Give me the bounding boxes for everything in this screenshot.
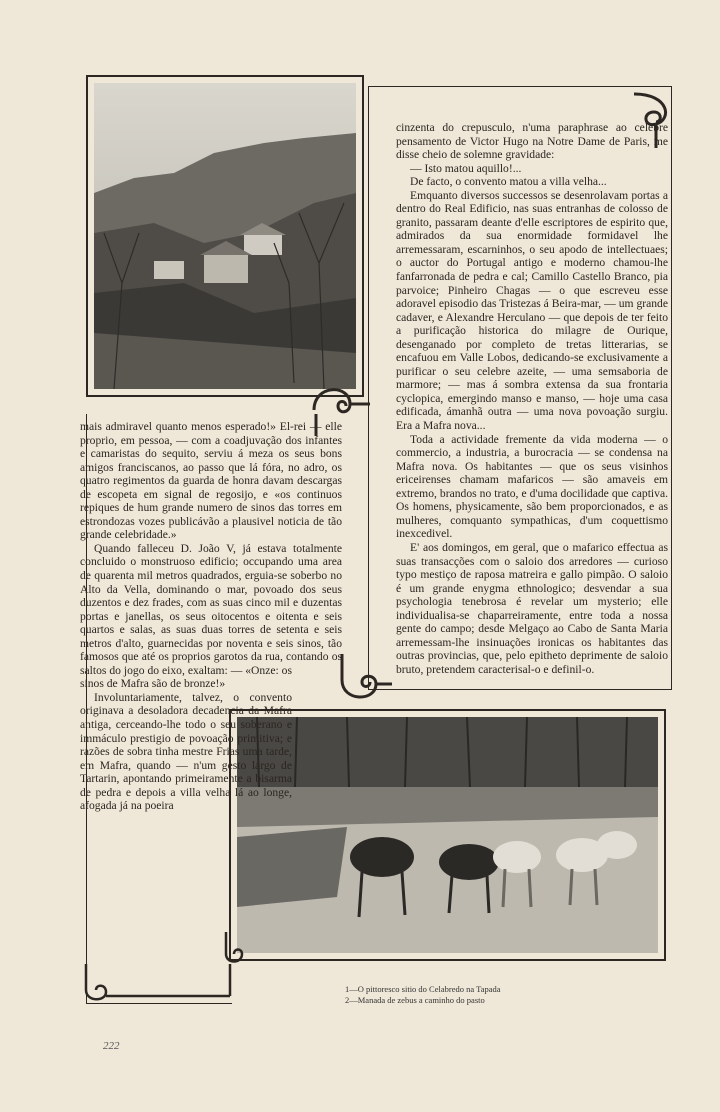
paragraph: mais admiravel quanto menos esperado!» El-rei — elle proprio, em pessoa, — com a coadjuvação dos infantes e camaristas do sequito, serviu á meza os seus bons amigos franciscanos, ao passo que lá fóra, no adro, os quatro regimentos da guarda de honra davam descargas de escopeta em signal de regosijo, e «os continuos repiques de hum grande numero de sinos das torres em estrondozas vozes publicávão a plausivel noticia de tão grande celebridade.» <box>80 420 342 542</box>
paragraph: Toda a actividade fremente da vida moderna — o commercio, a industria, a burocracia — se condensa na Mafra nova. Os habitantes — que os seus visinhos ericeirenses chamam mafaricos — são amaveis em extremo, brandos no trato, e d'uma docilidade que captiva. Os homens, physicamente, são bem proporcionados, e as mulheres, comquanto sympathicas, d'um coquettismo inexcedivel. <box>396 432 668 541</box>
caption-line-1: 1—O pittoresco sitio do Celabredo na Tapada <box>345 984 501 994</box>
paragraph: De facto, o convento matou a villa velha... <box>410 175 607 189</box>
text-column-left <box>80 420 342 988</box>
paragraph: Involuntariamente, talvez, o convento originava a desoladora decadencia da Mafra antiga, cerceando-lhe todo o seu soberano e immáculo prestigio de povoação primitiva; e razões de sobra tinha mestre Frias uma tarde, em Mafra, quando — n'um gesto largo de Tartarin, apontando primeiramente a bisarma de pedra e depois a villa velha lá ao longe, afogada já na poeira <box>80 690 292 813</box>
caption-line-2: 2—Manada de zebus a caminho do pasto <box>345 995 485 1005</box>
paragraph: Emquanto diversos successos se desenrolavam portas a dentro do Real Edificio, nas suas entranhas de colosso de granito, passaram deante d'elle escriptores de espirito que, admirados da sua enormidade formidavel lhe arremessaram, escarninhos, o seu apodo de intellectuaes; o auctor do Portugal antigo e moderno chamou-lhe fanfarronada de pedra e cal; Camillo Castello Branco, pia parvoice; Pinheiro Chagas — o que escreveu esse adoravel episodio das Tristezas á Beira-mar, — um grande cadaver, e Alexandre Herculano — que depois de ter feito a purificação historica do milagre de Ourique, desenganado por completo de tretas litterarias, se encafuou em Valle Lobos, dedicando-se exclusivamente a purificar o seu celebre azeite, — uma semsaboria de marmore; — mas á sombra extensa da sua frontaria cyclopica, emergindo manso e manso, — hoje uma casa edificada, ámanhã outra — uma nova povoação surgiu. Era a Mafra nova... <box>396 188 668 433</box>
photo-caption <box>345 984 605 1006</box>
scroll-ornament-bottom <box>336 650 396 710</box>
photo-celabredo-valley <box>94 83 356 389</box>
paragraph: Quando falleceu D. João V, já estava totalmente concluido o monstruoso edificio; occupando uma area de quarenta mil metros quadrados, erguia-se soberbo no Alto da Vella, dominando o mar, povoado dos seus duzentos e dez frades, com as suas cinco mil e duzentas portas e janellas, os seus oitocentos e oitenta e seis quartos e salas, as suas duas torres de setenta e seis metros d'alto, guarnecidas por noventa e seis sinos, tão famosos que até os proprios garotos da rua, contando os saltos do jogo do eixo, exaltam: — «Onze: os sinos de Mafra são de bronze!» <box>80 541 342 691</box>
page-number: 222 <box>103 1040 120 1052</box>
text-column-right <box>396 121 668 687</box>
paragraph: E' aos domingos, em geral, que o mafarico effectua as suas transacções com o saloio dos arredores — curioso typo mestiço de raposa matreira e gallo pimpão. O saloio é um grande enygma ethnologico; desvendar a sua psychologia tenebrosa é revelar um mysterio; elle individualisa-se chaparreiramente, entre toda a nossa gente do campo; desde Melgaço ao Cabo de Santa Maria arremessam-lhe insinuações ironicas os habitantes das outras provincias, que, pelo epitheto deprimente de saloio bruto, pretendem caracterisal-o e definil-o. <box>396 540 668 676</box>
paragraph: — Isto matou aquillo!... <box>410 161 522 175</box>
paragraph: cinzenta do crepusculo, n'uma paraphrase ao celebre pensamento de Victor Hugo na Notre Dame de Paris, me disse cheio de solemne gravidade: <box>396 121 668 162</box>
